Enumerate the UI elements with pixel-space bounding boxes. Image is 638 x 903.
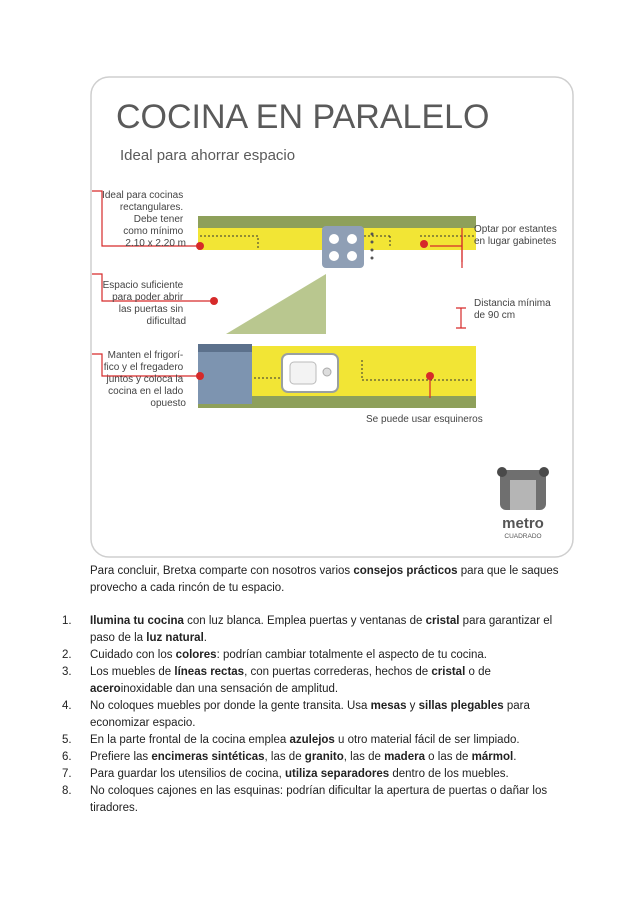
tip-item xyxy=(62,664,562,698)
marker-2 xyxy=(210,297,218,305)
tip-text: . xyxy=(513,751,517,763)
tip-bold-text: sillas plegables xyxy=(418,700,504,712)
tip-text: Para guardar los utensilios de cocina, xyxy=(90,768,285,780)
tip-item xyxy=(62,698,562,732)
tip-bold-text: luz natural xyxy=(146,632,204,644)
tip-text: u otro material fácil de ser limpiado. xyxy=(334,734,520,746)
marker-3 xyxy=(196,372,204,380)
tip-text: con luz blanca. Emplea puertas y ventanas de xyxy=(183,615,426,627)
marker-4 xyxy=(420,240,428,248)
tip-bold-text: azulejos xyxy=(289,734,335,746)
intro-text-1: Para concluir, Bretxa comparte con nosotros varios xyxy=(90,565,354,577)
tip-text: para economizar espacio. xyxy=(90,700,530,729)
tip-number: 7. xyxy=(62,768,72,780)
tip-item xyxy=(62,783,562,817)
tip-text: dentro de los muebles. xyxy=(389,768,509,780)
hob-burner-2 xyxy=(347,234,357,244)
tip-number: 1. xyxy=(62,615,72,627)
tips-list xyxy=(62,613,562,817)
tip-bold-text: madera xyxy=(384,751,425,763)
marker-5 xyxy=(426,372,434,380)
tip-text: o las de xyxy=(424,751,472,763)
sink-basin xyxy=(290,362,316,384)
tip-bold-text: acero xyxy=(90,683,121,695)
tip-bold-text: granito xyxy=(304,751,344,763)
tip-text: inoxidable dan una sensación de amplitud. xyxy=(120,683,339,695)
tip-number: 2. xyxy=(62,649,72,661)
tip-text: o de xyxy=(465,666,491,678)
intro-bold: consejos prácticos xyxy=(353,565,458,577)
logo-name: metro xyxy=(502,515,544,532)
tip-bold-text: mármol xyxy=(471,751,514,763)
tip-text: , las de xyxy=(343,751,385,763)
tip-item xyxy=(62,613,562,647)
infographic-title: COCINA EN PARALELO xyxy=(116,98,490,136)
tip-bold-text: líneas rectas xyxy=(174,666,245,678)
tip-number: 8. xyxy=(62,785,72,797)
tip-text: En la parte frontal de la cocina emplea xyxy=(90,734,290,746)
tip-item xyxy=(62,749,562,766)
tip-number: 6. xyxy=(62,751,72,763)
fridge xyxy=(198,344,252,404)
tip-text: , con puertas correderas, hechos de xyxy=(244,666,432,678)
tip-text: , las de xyxy=(264,751,305,763)
tip-item xyxy=(62,732,562,749)
tip-text: . xyxy=(203,632,207,644)
tip-bold-text: cristal xyxy=(431,666,466,678)
tip-text: para garantizar el paso de la xyxy=(90,615,553,644)
logo-sub: CUADRADO xyxy=(504,533,542,540)
hob-burner-3 xyxy=(329,251,339,261)
tip-text: Cuidado con los xyxy=(90,649,176,661)
marker-1 xyxy=(196,242,204,250)
tip-bold-text: cristal xyxy=(425,615,460,627)
tip-bold-text: encimeras sintéticas xyxy=(151,751,265,763)
tip-bold-text: Ilumina tu cocina xyxy=(90,615,184,627)
tip-text: No coloques cajones en las esquinas: podrían dificultar la apertura de puertas o dañar los tiradores. xyxy=(90,785,548,814)
metro-cuadrado-logo xyxy=(497,467,549,540)
infographic-subtitle: Ideal para ahorrar espacio xyxy=(120,147,296,164)
tip-bold-text: mesas xyxy=(370,700,407,712)
intro-text-2: para que le saques provecho a cada rincón de tu espacio. xyxy=(90,565,559,594)
intro-paragraph xyxy=(90,563,570,597)
sink-drain xyxy=(323,368,331,376)
left-note-2: Espacio suficiente para poder abrir las puertas sin dificultad xyxy=(102,280,186,327)
hob-burner-1 xyxy=(329,234,339,244)
hob xyxy=(322,226,364,268)
kitchen-infographic xyxy=(90,76,574,558)
tip-text: No coloques muebles por donde la gente transita. Usa xyxy=(90,700,371,712)
tip-number: 5. xyxy=(62,734,72,746)
tip-item xyxy=(62,647,562,664)
tip-bold-text: utiliza separadores xyxy=(284,768,390,780)
tip-text: Los muebles de xyxy=(90,666,175,678)
tip-item xyxy=(62,766,562,783)
tip-text: y xyxy=(406,700,419,712)
hob-burner-4 xyxy=(347,251,357,261)
bottom-note: Se puede usar esquineros xyxy=(366,414,483,425)
right-note-1: Optar por estantes en lugar gabinetes xyxy=(474,224,557,247)
tip-text: Prefiere las xyxy=(90,751,152,763)
tip-number: 3. xyxy=(62,666,72,678)
right-note-2: Distancia mínima de 90 cm xyxy=(474,298,551,321)
tip-text: : podrían cambiar totalmente el aspecto de tu cocina. xyxy=(216,649,488,661)
fridge-top xyxy=(198,344,252,352)
left-note-3: Manten el frigorí- fico y el fregadero juntos y coloca la cocina en el lado opuesto xyxy=(103,350,186,409)
left-note-1: Ideal para cocinas rectangulares. Debe tener como mínimo 2.10 x 2.20 m xyxy=(102,190,186,249)
tip-bold-text: colores xyxy=(175,649,217,661)
tip-number: 4. xyxy=(62,700,72,712)
